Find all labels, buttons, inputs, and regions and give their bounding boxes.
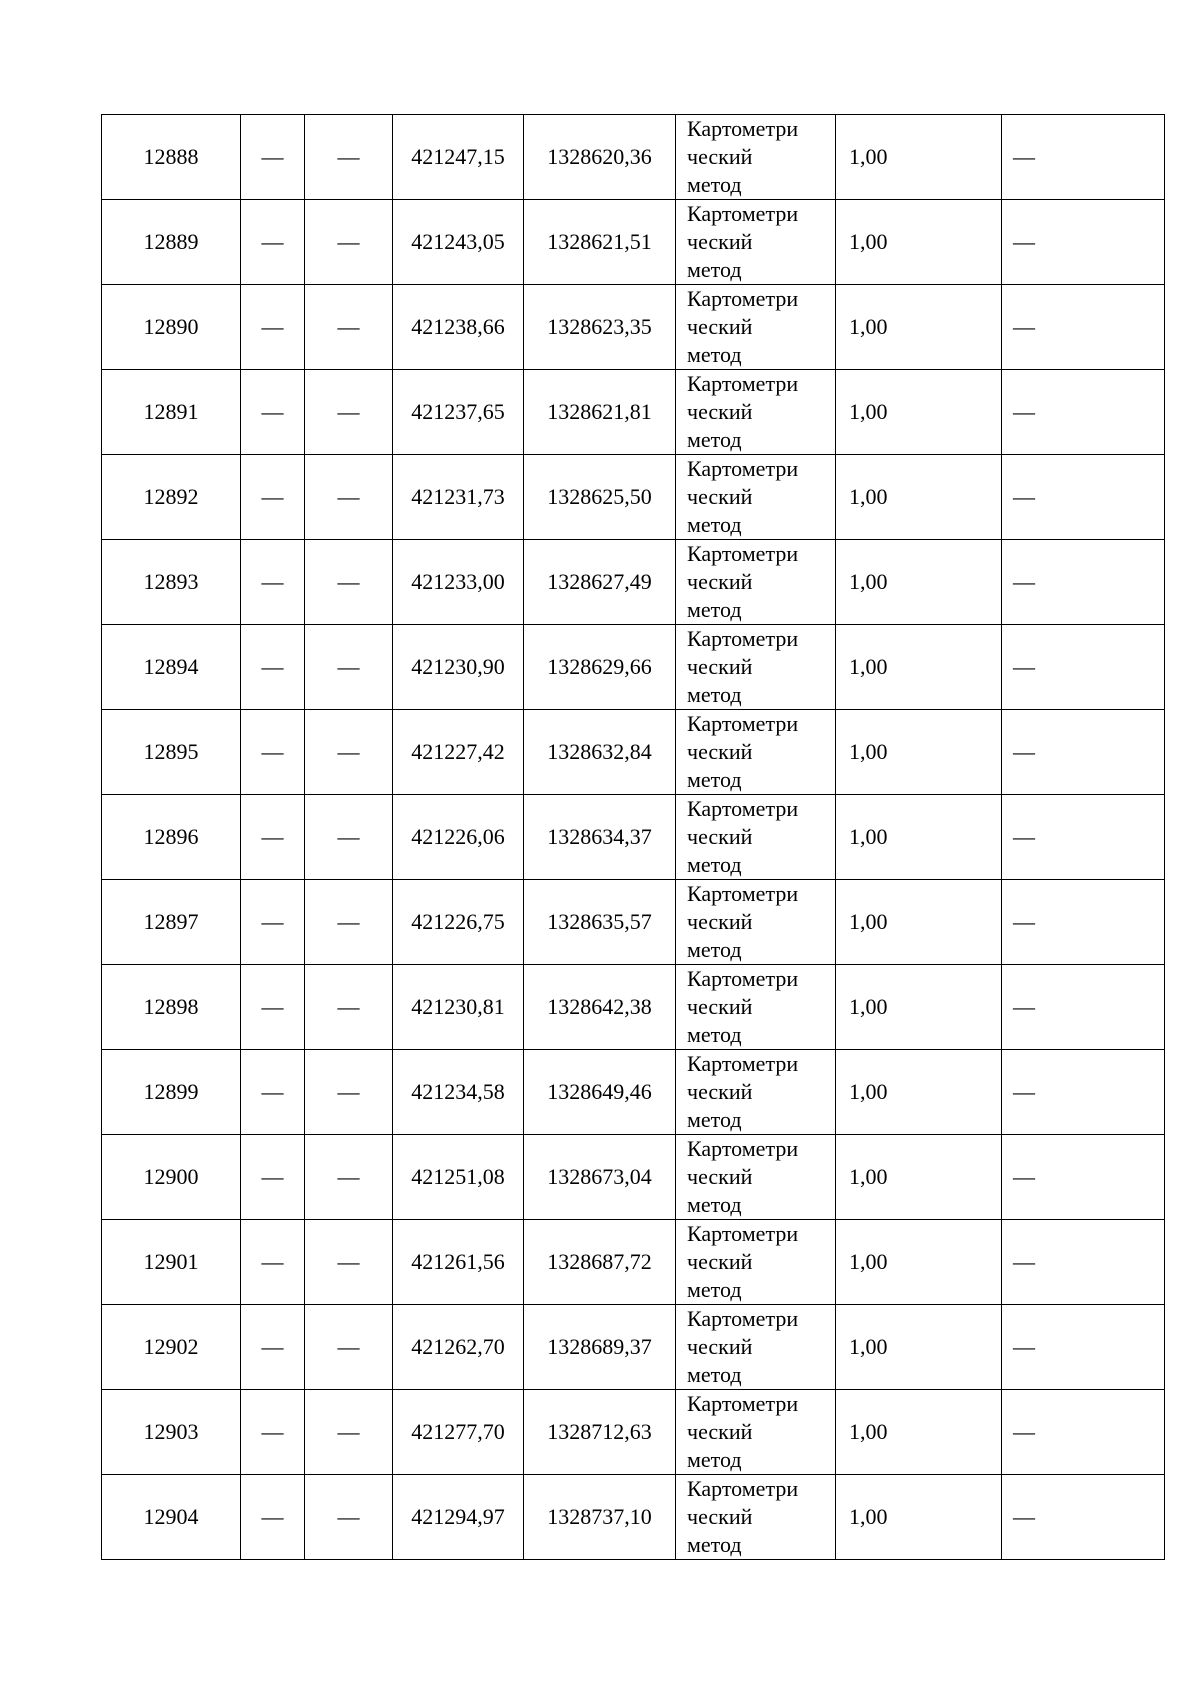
empty-value-cell: — bbox=[305, 540, 393, 625]
empty-value-cell: — bbox=[305, 965, 393, 1050]
description-cell: — bbox=[1002, 1050, 1165, 1135]
table-row bbox=[102, 795, 1165, 880]
method-text-line: Картометри bbox=[687, 1051, 799, 1076]
method-text-line: метод bbox=[687, 767, 742, 792]
x-coordinate-cell: 421226,06 bbox=[393, 795, 524, 880]
x-coordinate-cell: 421233,00 bbox=[393, 540, 524, 625]
method-text-line: ческий bbox=[687, 1249, 753, 1274]
x-coordinate-cell: 421294,97 bbox=[393, 1475, 524, 1560]
accuracy-cell: 1,00 bbox=[836, 880, 1002, 965]
point-number-cell: 12897 bbox=[102, 880, 241, 965]
empty-value-cell: — bbox=[305, 1135, 393, 1220]
table-row bbox=[102, 625, 1165, 710]
description-cell: — bbox=[1002, 1305, 1165, 1390]
method-text-line: метод bbox=[687, 1532, 742, 1557]
method-text-line: ческий bbox=[687, 1079, 753, 1104]
method-cell bbox=[676, 1390, 836, 1475]
method-text-line: Картометри bbox=[687, 201, 799, 226]
empty-value-cell: — bbox=[305, 285, 393, 370]
method-cell bbox=[676, 795, 836, 880]
method-text-line: метод bbox=[687, 342, 742, 367]
x-coordinate-cell: 421261,56 bbox=[393, 1220, 524, 1305]
accuracy-cell: 1,00 bbox=[836, 285, 1002, 370]
method-cell bbox=[676, 540, 836, 625]
table-row bbox=[102, 965, 1165, 1050]
point-number-cell: 12893 bbox=[102, 540, 241, 625]
method-cell bbox=[676, 1135, 836, 1220]
y-coordinate-cell: 1328642,38 bbox=[524, 965, 676, 1050]
method-text-line: метод bbox=[687, 597, 742, 622]
x-coordinate-cell: 421262,70 bbox=[393, 1305, 524, 1390]
empty-value-cell: — bbox=[305, 1220, 393, 1305]
method-cell bbox=[676, 1050, 836, 1135]
empty-value-cell: — bbox=[305, 200, 393, 285]
method-text-line: Картометри bbox=[687, 966, 799, 991]
table-row bbox=[102, 370, 1165, 455]
method-text-line: Картометри bbox=[687, 116, 799, 141]
method-text-line: Картометри bbox=[687, 1136, 799, 1161]
description-cell: — bbox=[1002, 1475, 1165, 1560]
method-text-line: Картометри bbox=[687, 796, 799, 821]
table-row bbox=[102, 200, 1165, 285]
method-text-line: Картометри bbox=[687, 626, 799, 651]
table-row bbox=[102, 115, 1165, 200]
point-number-cell: 12891 bbox=[102, 370, 241, 455]
x-coordinate-cell: 421227,42 bbox=[393, 710, 524, 795]
empty-value-cell: — bbox=[305, 795, 393, 880]
empty-value-cell: — bbox=[305, 1305, 393, 1390]
method-text-line: ческий bbox=[687, 909, 753, 934]
empty-value-cell: — bbox=[241, 115, 305, 200]
method-text-line: Картометри bbox=[687, 1476, 799, 1501]
empty-value-cell: — bbox=[241, 625, 305, 710]
empty-value-cell: — bbox=[241, 880, 305, 965]
method-cell bbox=[676, 1475, 836, 1560]
method-text-line: ческий bbox=[687, 824, 753, 849]
y-coordinate-cell: 1328737,10 bbox=[524, 1475, 676, 1560]
y-coordinate-cell: 1328632,84 bbox=[524, 710, 676, 795]
accuracy-cell: 1,00 bbox=[836, 200, 1002, 285]
point-number-cell: 12896 bbox=[102, 795, 241, 880]
method-cell bbox=[676, 880, 836, 965]
point-number-cell: 12904 bbox=[102, 1475, 241, 1560]
method-text-line: Картометри bbox=[687, 371, 799, 396]
empty-value-cell: — bbox=[305, 880, 393, 965]
x-coordinate-cell: 421243,05 bbox=[393, 200, 524, 285]
empty-value-cell: — bbox=[241, 1475, 305, 1560]
description-cell: — bbox=[1002, 285, 1165, 370]
point-number-cell: 12900 bbox=[102, 1135, 241, 1220]
point-number-cell: 12902 bbox=[102, 1305, 241, 1390]
table-row bbox=[102, 455, 1165, 540]
method-cell bbox=[676, 1220, 836, 1305]
coordinates-table bbox=[101, 114, 1165, 1560]
method-text-line: Картометри bbox=[687, 1306, 799, 1331]
empty-value-cell: — bbox=[241, 200, 305, 285]
empty-value-cell: — bbox=[305, 370, 393, 455]
y-coordinate-cell: 1328649,46 bbox=[524, 1050, 676, 1135]
description-cell: — bbox=[1002, 200, 1165, 285]
empty-value-cell: — bbox=[305, 115, 393, 200]
empty-value-cell: — bbox=[241, 370, 305, 455]
method-text-line: ческий bbox=[687, 569, 753, 594]
accuracy-cell: 1,00 bbox=[836, 1475, 1002, 1560]
empty-value-cell: — bbox=[305, 1050, 393, 1135]
y-coordinate-cell: 1328623,35 bbox=[524, 285, 676, 370]
y-coordinate-cell: 1328712,63 bbox=[524, 1390, 676, 1475]
empty-value-cell: — bbox=[241, 1305, 305, 1390]
method-text-line: метод bbox=[687, 257, 742, 282]
point-number-cell: 12903 bbox=[102, 1390, 241, 1475]
method-text-line: Картометри bbox=[687, 286, 799, 311]
method-text-line: ческий bbox=[687, 1504, 753, 1529]
accuracy-cell: 1,00 bbox=[836, 1220, 1002, 1305]
y-coordinate-cell: 1328689,37 bbox=[524, 1305, 676, 1390]
point-number-cell: 12901 bbox=[102, 1220, 241, 1305]
method-text-line: метод bbox=[687, 1447, 742, 1472]
y-coordinate-cell: 1328620,36 bbox=[524, 115, 676, 200]
empty-value-cell: — bbox=[305, 1475, 393, 1560]
method-text-line: Картометри bbox=[687, 541, 799, 566]
method-text-line: ческий bbox=[687, 1164, 753, 1189]
method-cell bbox=[676, 115, 836, 200]
description-cell: — bbox=[1002, 115, 1165, 200]
accuracy-cell: 1,00 bbox=[836, 965, 1002, 1050]
method-text-line: Картометри bbox=[687, 456, 799, 481]
description-cell: — bbox=[1002, 880, 1165, 965]
method-text-line: ческий bbox=[687, 314, 753, 339]
method-cell bbox=[676, 455, 836, 540]
table-row bbox=[102, 1390, 1165, 1475]
method-text-line: Картометри bbox=[687, 881, 799, 906]
accuracy-cell: 1,00 bbox=[836, 115, 1002, 200]
point-number-cell: 12895 bbox=[102, 710, 241, 795]
table-row bbox=[102, 1050, 1165, 1135]
method-cell bbox=[676, 710, 836, 795]
table-body bbox=[102, 115, 1165, 1560]
method-text-line: метод bbox=[687, 427, 742, 452]
accuracy-cell: 1,00 bbox=[836, 455, 1002, 540]
empty-value-cell: — bbox=[305, 625, 393, 710]
x-coordinate-cell: 421237,65 bbox=[393, 370, 524, 455]
method-cell bbox=[676, 625, 836, 710]
empty-value-cell: — bbox=[241, 285, 305, 370]
empty-value-cell: — bbox=[241, 1135, 305, 1220]
method-cell bbox=[676, 200, 836, 285]
empty-value-cell: — bbox=[241, 540, 305, 625]
empty-value-cell: — bbox=[241, 1050, 305, 1135]
table-row bbox=[102, 1220, 1165, 1305]
method-text-line: ческий bbox=[687, 1334, 753, 1359]
point-number-cell: 12894 bbox=[102, 625, 241, 710]
accuracy-cell: 1,00 bbox=[836, 1305, 1002, 1390]
method-text-line: ческий bbox=[687, 144, 753, 169]
method-text-line: метод bbox=[687, 1022, 742, 1047]
method-text-line: метод bbox=[687, 1192, 742, 1217]
accuracy-cell: 1,00 bbox=[836, 370, 1002, 455]
method-text-line: ческий bbox=[687, 484, 753, 509]
table-row bbox=[102, 1135, 1165, 1220]
description-cell: — bbox=[1002, 1390, 1165, 1475]
description-cell: — bbox=[1002, 965, 1165, 1050]
method-text-line: метод bbox=[687, 512, 742, 537]
method-text-line: ческий bbox=[687, 994, 753, 1019]
accuracy-cell: 1,00 bbox=[836, 1135, 1002, 1220]
description-cell: — bbox=[1002, 710, 1165, 795]
empty-value-cell: — bbox=[305, 710, 393, 795]
accuracy-cell: 1,00 bbox=[836, 710, 1002, 795]
accuracy-cell: 1,00 bbox=[836, 540, 1002, 625]
x-coordinate-cell: 421247,15 bbox=[393, 115, 524, 200]
x-coordinate-cell: 421226,75 bbox=[393, 880, 524, 965]
table-row bbox=[102, 880, 1165, 965]
y-coordinate-cell: 1328627,49 bbox=[524, 540, 676, 625]
method-cell bbox=[676, 370, 836, 455]
empty-value-cell: — bbox=[241, 1220, 305, 1305]
y-coordinate-cell: 1328621,81 bbox=[524, 370, 676, 455]
x-coordinate-cell: 421238,66 bbox=[393, 285, 524, 370]
method-text-line: ческий bbox=[687, 1419, 753, 1444]
accuracy-cell: 1,00 bbox=[836, 625, 1002, 710]
y-coordinate-cell: 1328621,51 bbox=[524, 200, 676, 285]
point-number-cell: 12888 bbox=[102, 115, 241, 200]
x-coordinate-cell: 421251,08 bbox=[393, 1135, 524, 1220]
point-number-cell: 12890 bbox=[102, 285, 241, 370]
method-text-line: ческий bbox=[687, 739, 753, 764]
empty-value-cell: — bbox=[305, 1390, 393, 1475]
method-text-line: ческий bbox=[687, 399, 753, 424]
method-text-line: Картометри bbox=[687, 1391, 799, 1416]
method-text-line: метод bbox=[687, 1277, 742, 1302]
table-row bbox=[102, 710, 1165, 795]
empty-value-cell: — bbox=[241, 455, 305, 540]
method-text-line: Картометри bbox=[687, 711, 799, 736]
method-cell bbox=[676, 285, 836, 370]
point-number-cell: 12899 bbox=[102, 1050, 241, 1135]
method-text-line: метод bbox=[687, 172, 742, 197]
table-row bbox=[102, 285, 1165, 370]
empty-value-cell: — bbox=[241, 795, 305, 880]
x-coordinate-cell: 421277,70 bbox=[393, 1390, 524, 1475]
description-cell: — bbox=[1002, 540, 1165, 625]
y-coordinate-cell: 1328625,50 bbox=[524, 455, 676, 540]
x-coordinate-cell: 421234,58 bbox=[393, 1050, 524, 1135]
method-text-line: метод bbox=[687, 682, 742, 707]
y-coordinate-cell: 1328634,37 bbox=[524, 795, 676, 880]
x-coordinate-cell: 421230,81 bbox=[393, 965, 524, 1050]
method-text-line: метод bbox=[687, 1107, 742, 1132]
x-coordinate-cell: 421230,90 bbox=[393, 625, 524, 710]
y-coordinate-cell: 1328629,66 bbox=[524, 625, 676, 710]
method-text-line: ческий bbox=[687, 654, 753, 679]
table-row bbox=[102, 540, 1165, 625]
table-row bbox=[102, 1475, 1165, 1560]
empty-value-cell: — bbox=[241, 1390, 305, 1475]
description-cell: — bbox=[1002, 370, 1165, 455]
method-text-line: метод bbox=[687, 937, 742, 962]
method-cell bbox=[676, 1305, 836, 1390]
method-text-line: ческий bbox=[687, 229, 753, 254]
description-cell: — bbox=[1002, 1135, 1165, 1220]
empty-value-cell: — bbox=[241, 710, 305, 795]
method-text-line: Картометри bbox=[687, 1221, 799, 1246]
table-row bbox=[102, 1305, 1165, 1390]
method-text-line: метод bbox=[687, 852, 742, 877]
accuracy-cell: 1,00 bbox=[836, 1390, 1002, 1475]
accuracy-cell: 1,00 bbox=[836, 1050, 1002, 1135]
y-coordinate-cell: 1328673,04 bbox=[524, 1135, 676, 1220]
x-coordinate-cell: 421231,73 bbox=[393, 455, 524, 540]
point-number-cell: 12898 bbox=[102, 965, 241, 1050]
point-number-cell: 12892 bbox=[102, 455, 241, 540]
method-text-line: метод bbox=[687, 1362, 742, 1387]
description-cell: — bbox=[1002, 1220, 1165, 1305]
accuracy-cell: 1,00 bbox=[836, 795, 1002, 880]
description-cell: — bbox=[1002, 625, 1165, 710]
y-coordinate-cell: 1328635,57 bbox=[524, 880, 676, 965]
empty-value-cell: — bbox=[305, 455, 393, 540]
method-cell bbox=[676, 965, 836, 1050]
empty-value-cell: — bbox=[241, 965, 305, 1050]
y-coordinate-cell: 1328687,72 bbox=[524, 1220, 676, 1305]
description-cell: — bbox=[1002, 455, 1165, 540]
description-cell: — bbox=[1002, 795, 1165, 880]
point-number-cell: 12889 bbox=[102, 200, 241, 285]
